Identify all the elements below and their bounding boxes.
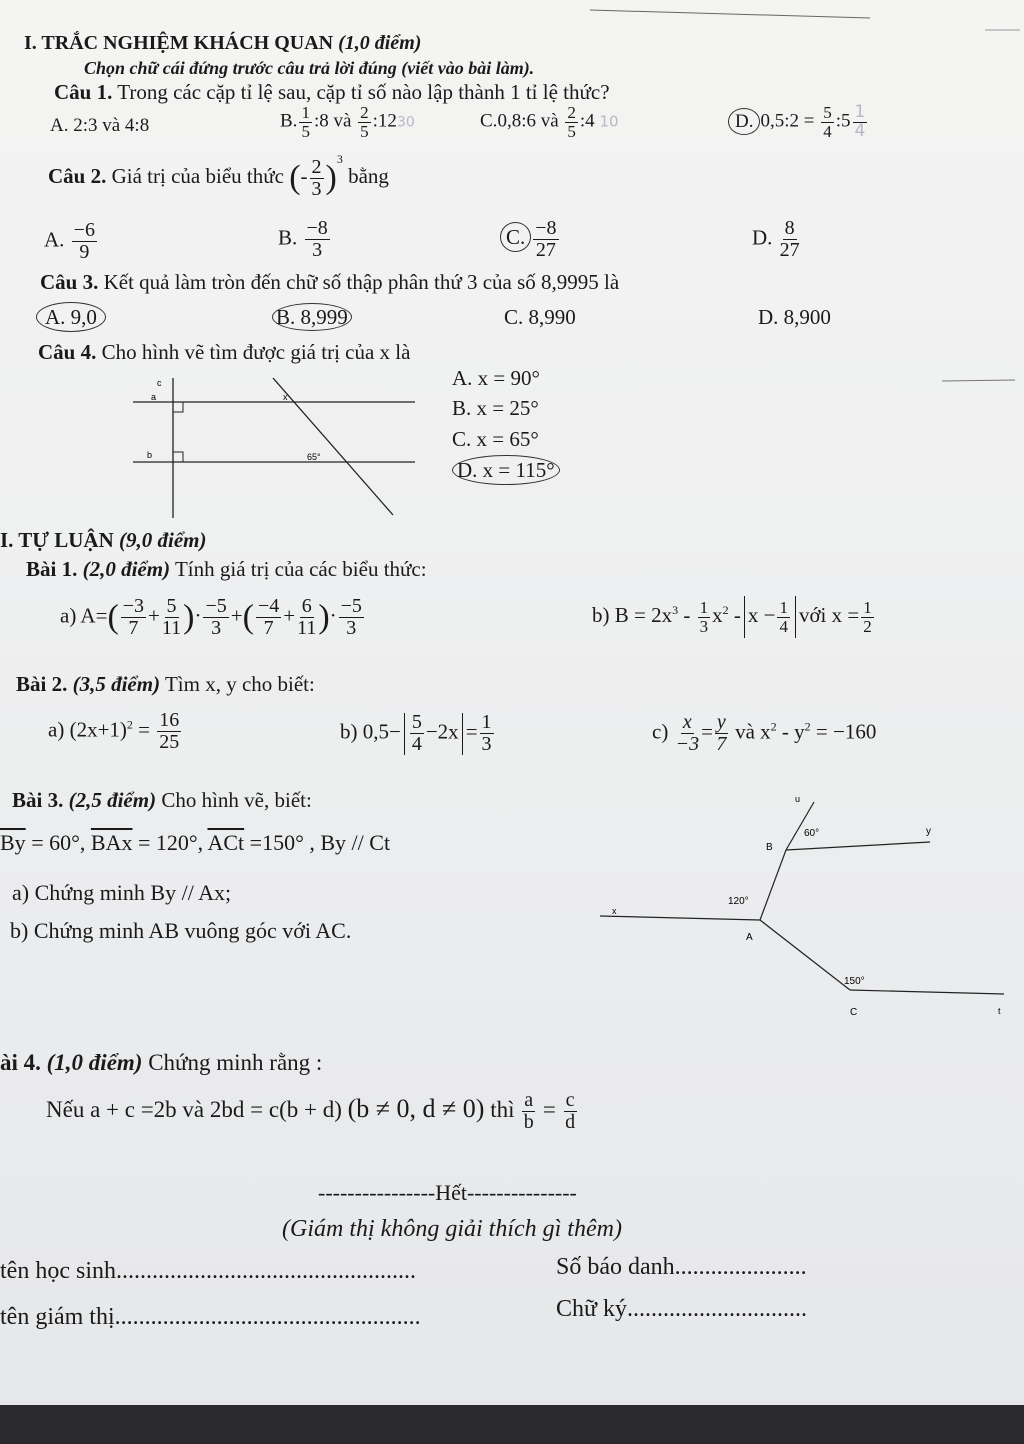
q2-option-b: B. $\frac{-8}{3}$ — [278, 217, 328, 261]
candidate-number-field: Số báo danh...................... — [556, 1254, 807, 1280]
q1-option-d: D. 0,5:2 = $\frac{5}{4}$ :5 $\frac{1}{4}$ — [728, 104, 869, 141]
bai4-statement: Nếu a + c =2b và 2bd = c(b + d) (b ≠ 0, d ≠ 0) thì $\frac{a}{b}$ = $\frac{c}{d}$ — [46, 1089, 576, 1133]
svg-text:x: x — [612, 906, 617, 916]
svg-text:A: A — [746, 932, 753, 943]
svg-text:x: x — [283, 392, 288, 402]
bai2-part-c: c) $\frac{x}{-3}$ = $\frac{y}{7}$ và $x^2 - y^2 = -160$ — [652, 711, 877, 755]
q3-option-d: D. 8,900 — [758, 305, 831, 329]
signature-field: Chữ ký.............................. — [556, 1296, 808, 1322]
bai3-stem: Bài 3. (2,5 điểm) Cho hình vẽ, biết: — [12, 788, 312, 812]
q2-option-a: A. $\frac{-6}{9}$ — [44, 219, 95, 263]
q2-option-d: D. $\frac{8}{27}$ — [752, 217, 800, 261]
part2-heading: I. TỰ LUẬN (9,0 điểm) — [0, 528, 207, 552]
svg-text:a: a — [151, 392, 157, 402]
q4-option-a: A. x = 90° — [452, 366, 540, 390]
svg-text:b: b — [147, 450, 153, 460]
bai2-part-a: a) $(2x+1)^2$ = $\frac{16}{25}$ — [48, 709, 180, 753]
svg-text:120°: 120° — [728, 896, 749, 907]
bai3-givens: $\overline{By} = 60^\circ$, $\overline{BAx} = 120^\circ$, $\overline{ACt} =150^\circ$ , By // Ct — [0, 830, 391, 855]
q1-option-b: B. $\frac{1}{5}$ :8 và $\frac{2}{5}$ :1230 — [280, 103, 415, 141]
end-marker: ----------------Hết--------------- — [318, 1180, 577, 1205]
svg-text:t: t — [998, 1006, 1001, 1016]
bai3-part-a: a) Chứng minh By // Ax; — [12, 880, 232, 905]
part1-instruction: Chọn chữ cái đứng trước câu trả lời đúng (viết vào bài làm). — [84, 58, 535, 78]
proctor-note: (Giám thị không giải thích gì thêm) — [282, 1216, 622, 1242]
q4-option-d: D. x = 115° — [446, 457, 566, 484]
q4-option-c: C. x = 65° — [452, 427, 539, 451]
bai4-stem: ài 4. (1,0 điểm) Chứng minh rằng : — [0, 1050, 323, 1075]
svg-text:C: C — [850, 1007, 858, 1018]
svg-text:60°: 60° — [804, 828, 820, 839]
svg-text:B: B — [766, 842, 773, 853]
q1-stem: Câu 1. Trong các cặp tỉ lệ sau, cặp tỉ số nào lập thành 1 tỉ lệ thức? — [54, 80, 610, 104]
q1-option-c: C.0,8:6 và $\frac{2}{5}$ :4 10 — [480, 103, 619, 141]
bai1-part-a: a) A=( $\frac{-3}{7}$ + $\frac{5}{11}$ )· $\frac{-5}{3}$ +( $\frac{-4}{7}$ + $\frac{6}{11}$ )· $\frac{-5}{3}$ — [60, 595, 362, 639]
svg-text:150°: 150° — [844, 976, 865, 987]
q3-option-a: A. 9,0 — [30, 305, 112, 330]
margin-mark — [940, 376, 1020, 386]
svg-text:c: c — [157, 378, 162, 388]
q4-stem: Câu 4. Cho hình vẽ tìm được giá trị của x là — [38, 340, 411, 364]
student-name-field: tên học sinh.................................................. — [0, 1258, 416, 1284]
svg-text:u: u — [795, 794, 801, 804]
svg-text:y: y — [926, 826, 931, 837]
bai1-stem: Bài 1. (2,0 điểm) Tính giá trị của các biểu thức: — [26, 557, 427, 581]
bai3-part-b: b) Chứng minh AB vuông góc với AC. — [10, 918, 352, 943]
q4-option-b: B. x = 25° — [452, 396, 539, 420]
q4-figure — [125, 370, 425, 520]
bai2-stem: Bài 2. (3,5 điểm) Tìm x, y cho biết: — [16, 672, 315, 696]
proctor-name-field: tên giám thị................................................... — [0, 1304, 421, 1330]
table-edge — [0, 1405, 1024, 1444]
svg-text:65°: 65° — [307, 452, 321, 462]
bai3-figure — [600, 790, 1010, 1020]
q3-option-b: B. 8,999 — [272, 305, 352, 330]
q1-option-a: A. 2:3 và 4:8 — [50, 115, 150, 136]
q2-option-c: C. $\frac{-8}{27}$ — [500, 218, 561, 261]
q3-stem: Câu 3. Kết quả làm tròn đến chữ số thập phân thứ 3 của số 8,9995 là — [40, 270, 620, 294]
bai2-part-b: b) 0,5− $\frac{5}{4}$ −2x = $\frac{1}{3}$ — [340, 711, 492, 755]
bai1-part-b: b) $B = 2x^3$ - $\frac{1}{3}$ $x^2$ - x − $\frac{1}{4}$ với x = $\frac{1}{2}$ — [592, 596, 876, 638]
q2-stem: Câu 2. Giá trị của biểu thức (- $\frac{2}{3}$ )$^3$ bằng — [48, 152, 389, 200]
q3-option-c: C. 8,990 — [504, 305, 576, 329]
part1-heading: I. TRẮC NGHIỆM KHÁCH QUAN (1,0 điểm) — [24, 32, 422, 54]
